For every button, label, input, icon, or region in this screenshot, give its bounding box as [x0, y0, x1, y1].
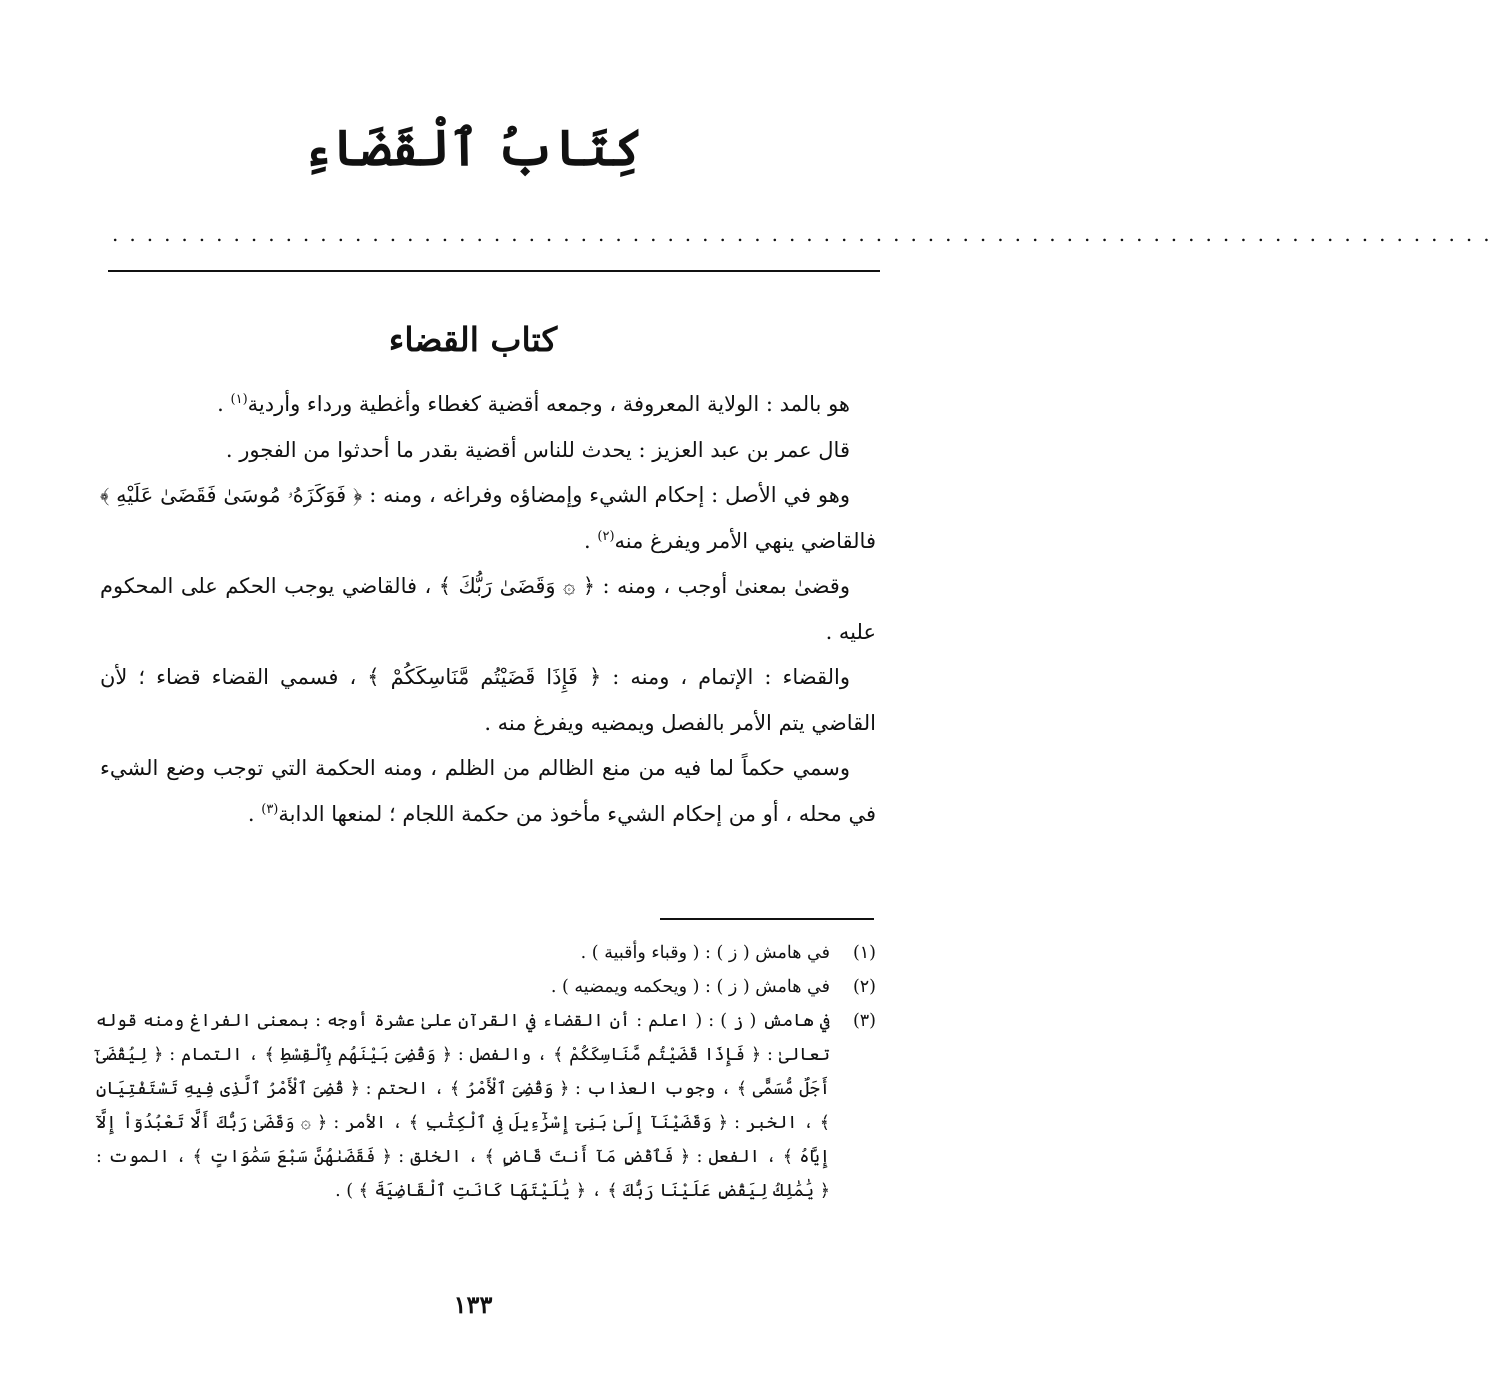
paragraph-text: قال عمر بن عبد العزيز : يحدث للناس أقضية بقدر ما أحدثوا من الفجور .: [225, 437, 850, 462]
footnote-rule: [660, 918, 874, 920]
paragraph-text: والقضاء : الإتمام ، ومنه : ﴿ فَإِذَا قَضَيْتُم مَّنَاسِكَكُمْ ﴾ ، فسمي القضاء قضاء ؛ لأن القاضي يتم الأمر بالفصل ويمضيه ويفرغ منه .: [100, 665, 876, 735]
paragraph: [100, 746, 876, 837]
paragraph: [100, 428, 876, 474]
main-text: [100, 382, 876, 837]
footnote: [96, 970, 876, 1004]
footnote-number: (٢): [852, 977, 876, 997]
paragraph-end: .: [584, 528, 598, 553]
paragraph: [100, 655, 876, 746]
footnote: [96, 1004, 876, 1208]
paragraph-text: وقضىٰ بمعنىٰ أوجب ، ومنه : ﴿ ۞ وَقَضَىٰ رَبُّكَ ﴾ ، فالقاضي يوجب الحكم على المحكوم عليه .: [100, 574, 876, 644]
footnote-number: (١): [852, 943, 876, 963]
dotted-separator: ................................................................................: [112, 222, 1501, 246]
paragraph: [100, 473, 876, 564]
paragraph-text: وهو في الأصل : إحكام الشيء وإمضاؤه وفراغه ، ومنه : ﴿ فَوَكَزَهُۥ مُوسَىٰ فَقَضَىٰ عَلَيْهِ ﴾ فالقاضي ينهي الأمر ويفرغ منه: [100, 483, 876, 553]
section-title: كتاب القضاء: [388, 320, 558, 359]
footnote-number: (٣): [852, 1011, 876, 1031]
page-number: ١٣٣: [453, 1290, 493, 1319]
paragraph-end: .: [247, 801, 262, 826]
footnote-ref: (١): [230, 392, 248, 407]
footnote-text: في هامش ( ز ) : ( وقباء وأقبية ) .: [580, 943, 830, 963]
chapter-title: كِتَابُ ٱلْقَضَاءِ: [303, 118, 643, 177]
footnote-ref: (٢): [597, 528, 615, 544]
paragraph: [100, 564, 876, 655]
paragraph-text: هو بالمد : الولاية المعروفة ، وجمعه أقضية كغطاء وأغطية ورداء وأردية: [247, 392, 850, 416]
header-rule: [108, 270, 880, 272]
paragraph-end: .: [217, 392, 231, 416]
paragraph: [100, 382, 876, 428]
footnotes: [96, 936, 876, 1208]
footnote-ref: (٣): [261, 801, 279, 817]
footnote-text: في هامش ( ز ) : ( ويحكمه ويمضيه ) .: [550, 977, 830, 997]
paragraph-text: وسمي حكماً لما فيه من منع الظالم من الظلم ، ومنه الحكمة التي توجب وضع الشيء في محله ، أو من إحكام الشيء مأخوذ من حكمة اللجام ؛ لمنعها الدابة: [100, 756, 876, 826]
footnote: [96, 936, 876, 970]
footnote-text: في هامش ( ز ) : ( اعلم : أن القضاء في القرآن علىٰ عشرة أوجه : بمعنى الفراغ ومنه قوله تعالىٰ : ﴿ فَإِذَا قَضَيْتُم مَّنَاسِكَكُمْ ﴾ ، والفصل : ﴿ وَقُضِىَ بَيْنَهُم بِٱلْقِسْطِ ﴾ ، التمام : ﴿ لِيُقْضَىٰٓ أَجَلٌ مُّسَمًّى ﴾ ، وجوب العذاب : ﴿ وَقُضِىَ ٱلْأَمْرُ ﴾ ، الحتم : ﴿ قُضِىَ ٱلْأَمْرُ ٱلَّذِى فِيهِ تَسْتَفْتِيَانِ ﴾ ، الخبر : ﴿ وَقَضَيْنَآ إِلَىٰ بَنِىٓ إِسْرَٰٓءِيلَ فِى ٱلْكِتَٰبِ ﴾ ، الأمر : ﴿ ۞ وَقَضَىٰ رَبُّكَ أَلَّا تَعْبُدُوٓاْ إِلَّآ إِيَّاهُ ﴾ ، الفعل : ﴿ فَٱقْضِ مَآ أَنتَ قَاضٍ ﴾ ، الخلق : ﴿ فَقَضَىٰهُنَّ سَبْعَ سَمَٰوَاتٍ ﴾ ، الموت : ﴿ يَٰمَٰلِكُ لِيَقْضِ عَلَيْنَا رَبُّكَ ﴾ ، ﴿ يَٰلَيْتَهَا كَانَتِ ٱلْقَاضِيَةَ ﴾ ) .: [96, 1011, 830, 1201]
